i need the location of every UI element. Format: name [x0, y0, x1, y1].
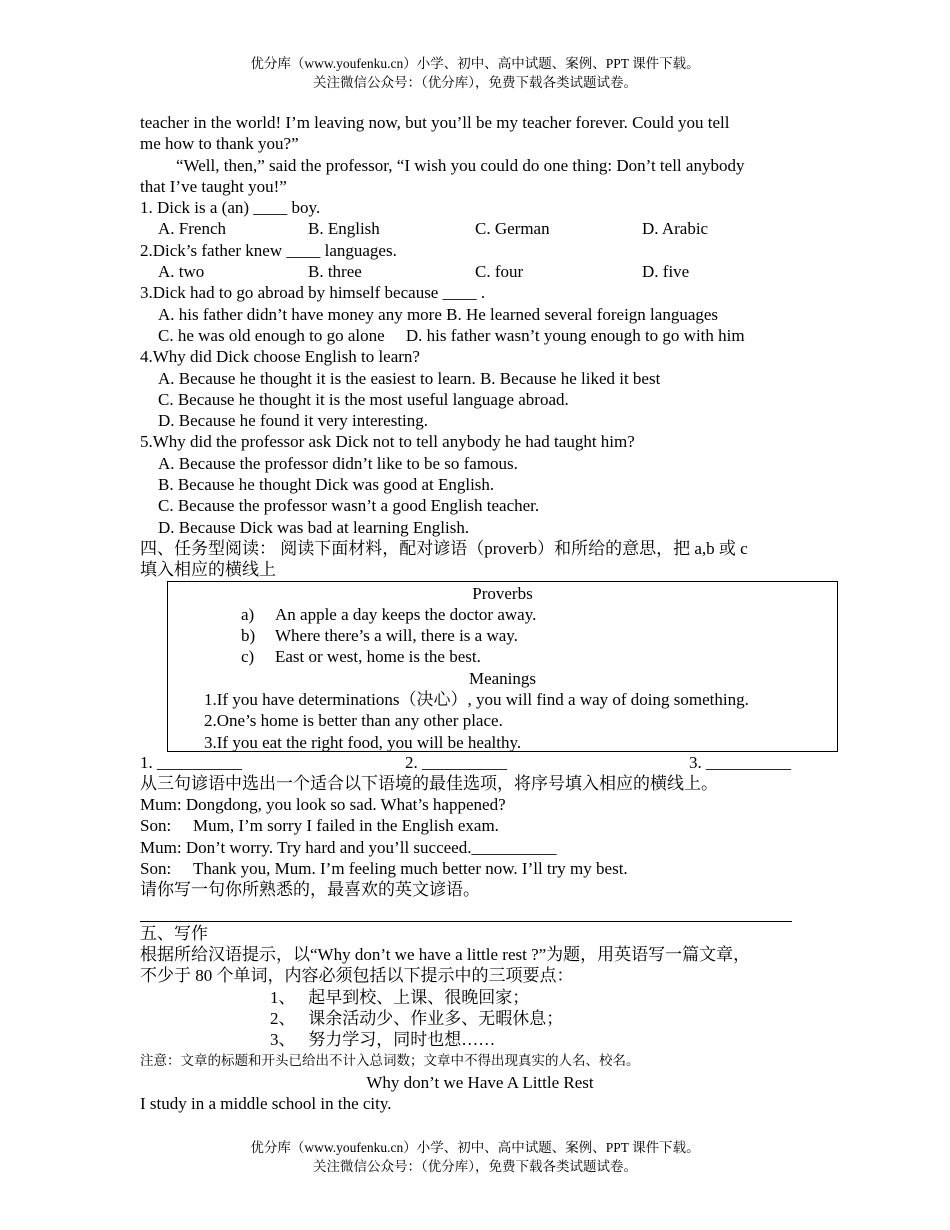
option-row: C. he was old enough to go alone D. his father wasn’t young enough to go with him — [158, 325, 745, 345]
question-1 — [140, 197, 820, 240]
option-d: D. five — [642, 262, 690, 282]
hint-item: 3、 努力学习，同时也想…… — [270, 1030, 496, 1050]
option-row: D. Because Dick was bad at learning English. — [158, 517, 470, 537]
proverb-label: c) — [241, 647, 255, 667]
option-a: A. two — [158, 262, 205, 282]
passage-line: “Well, then,” said the professor, “I wish you could do one thing: Don’t tell anybody — [176, 155, 745, 175]
utterance: Mum, I’m sorry I failed in the English exam. — [193, 816, 499, 836]
section-title: 填入相应的横线上 — [140, 560, 276, 580]
option-a: A. French — [158, 219, 226, 239]
question-3 — [140, 282, 820, 346]
meaning-item: 1.If you have determinations（决心）, you will find a way of doing something. — [204, 690, 749, 710]
question-stem: 3.Dick had to go abroad by himself because ____ . — [140, 283, 486, 303]
dialog-line — [140, 794, 820, 815]
instruction-text: 从三句谚语中选出一个适合以下语境的最佳选项，将序号填入相应的横线上。 — [140, 773, 718, 793]
answer-options — [140, 218, 820, 239]
utterance: Thank you, Mum. I’m feeling much better now. I’ll try my best. — [193, 859, 628, 879]
section-title: 五、写作 — [140, 923, 208, 943]
option-row: A. his father didn’t have money any more B. He learned several foreign languages — [158, 304, 719, 324]
proverbs-heading: Proverbs — [472, 583, 533, 603]
hint-item: 1、 起早到校、上课、很晚回家； — [270, 987, 530, 1007]
question-2 — [140, 240, 820, 283]
section-4 — [140, 538, 820, 922]
dialog-line — [140, 858, 820, 879]
option-row: C. Because the professor wasn’t a good English teacher. — [158, 496, 540, 516]
utterance: Don’t worry. Try hard and you’ll succeed.__________ — [185, 837, 557, 857]
question-stem: 4.Why did Dick choose English to learn? — [140, 347, 420, 367]
question-stem: 5.Why did the professor ask Dick not to tell anybody he had taught him? — [140, 432, 635, 452]
proverb-text: East or west, home is the best. — [275, 647, 481, 667]
option-c: C. four — [475, 262, 524, 282]
essay-title: Why don’t we Have A Little Rest — [366, 1072, 594, 1092]
passage-line: me how to thank you?” — [140, 134, 299, 154]
utterance: Dongdong, you look so sad. What’s happened? — [185, 795, 506, 815]
answer-options — [140, 261, 820, 282]
option-b: B. three — [308, 262, 362, 282]
write-prompt: 请你写一句你所熟悉的，最喜欢的英文谚语。 — [140, 880, 480, 900]
option-row: D. Because he found it very interesting. — [158, 411, 429, 431]
answer-blank-1[interactable]: 1. __________ — [140, 752, 242, 772]
option-row: A. Because the professor didn’t like to be so famous. — [158, 453, 518, 473]
answer-blank-3[interactable]: 3. __________ — [689, 752, 791, 772]
question-5 — [140, 431, 820, 537]
proverb-item — [168, 646, 837, 667]
dialog-line — [140, 837, 820, 858]
footer-line-1: 优分库（www.youfenku.cn）小学、初中、高中试题、案例、PPT 课件下载。 — [250, 1140, 700, 1155]
option-c: C. German — [475, 219, 550, 239]
proverb-text: An apple a day keeps the doctor away. — [275, 604, 537, 624]
essay-start: I study in a middle school in the city. — [140, 1093, 392, 1113]
option-row: A. Because he thought it is the easiest to learn. B. Because he liked it best — [158, 368, 661, 388]
proverb-text: Where there’s a will, there is a way. — [275, 626, 518, 646]
section-title: 四、任务型阅读： 阅读下面材料，配对谚语（proverb）和所给的意思，把 a,b 或 c — [140, 538, 748, 558]
footer-line-2: 关注微信公众号：（优分库），免费下载各类试题试卷。 — [313, 1159, 637, 1174]
option-d: D. Arabic — [642, 219, 709, 239]
page-footer — [0, 1138, 950, 1176]
page-header — [0, 54, 950, 92]
meanings-heading: Meanings — [468, 668, 537, 688]
answer-blank-2[interactable]: 2. __________ — [405, 752, 507, 772]
speaker: Mum: — [140, 837, 182, 857]
question-stem: 1. Dick is a (an) ____ boy. — [140, 198, 321, 218]
header-line-2: 关注微信公众号：（优分库），免费下载各类试题试卷。 — [313, 75, 637, 90]
answer-line[interactable] — [140, 901, 792, 922]
section-description: 不少于 80 个单词，内容必须包括以下提示中的三项要点： — [140, 966, 574, 986]
proverb-label: b) — [241, 626, 256, 646]
passage-line: that I’ve taught you!” — [140, 176, 287, 196]
proverb-label: a) — [241, 604, 255, 624]
hint-item: 2、 课余活动少、作业多、无暇休息； — [270, 1008, 564, 1028]
header-line-1: 优分库（www.youfenku.cn）小学、初中、高中试题、案例、PPT 课件下载。 — [250, 56, 700, 71]
answer-blanks — [140, 752, 820, 773]
option-b: B. English — [308, 219, 380, 239]
proverb-table — [167, 581, 838, 752]
meaning-item: 3.If you eat the right food, you will be healthy. — [204, 732, 522, 752]
speaker: Son: — [140, 859, 172, 879]
option-row: C. Because he thought it is the most useful language abroad. — [158, 389, 569, 409]
proverb-item — [168, 625, 837, 646]
option-row: B. Because he thought Dick was good at English. — [158, 475, 495, 495]
speaker: Mum: — [140, 795, 182, 815]
meaning-item: 2.One’s home is better than any other place. — [204, 711, 503, 731]
question-stem: 2.Dick’s father knew ____ languages. — [140, 240, 397, 260]
dialog-line — [140, 815, 820, 836]
section-description: 根据所给汉语提示，以“Why don’t we have a little rest ?”为题，用英语写一篇文章， — [140, 944, 751, 964]
document-body — [140, 112, 820, 1114]
passage-end — [140, 112, 820, 197]
note-text: 注意：文章的标题和开头已给出不计入总词数；文章中不得出现真实的人名、校名。 — [140, 1053, 640, 1069]
speaker: Son: — [140, 816, 172, 836]
passage-line: teacher in the world! I’m leaving now, but you’ll be my teacher forever. Could you tell — [140, 113, 730, 132]
question-4 — [140, 346, 820, 431]
section-5 — [140, 923, 820, 1115]
proverb-item — [168, 604, 837, 625]
